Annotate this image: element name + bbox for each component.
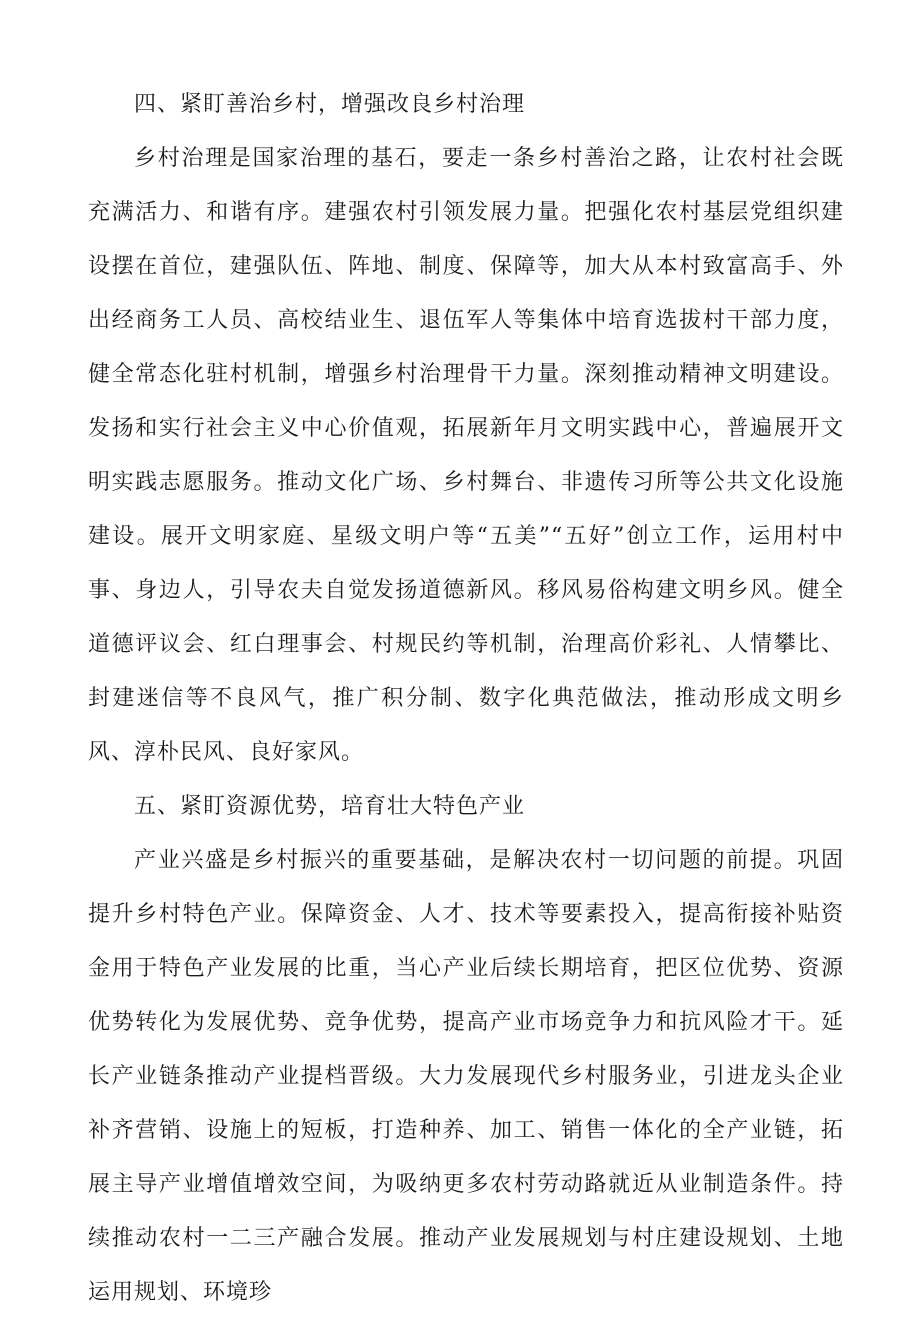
document-page [88,78,844,1320]
section-5-heading: 五、紧盯资源优势，培育壮大特色产业 [134,794,526,819]
section-4-heading: 四、紧盯善治乡村，增强改良乡村治理 [134,92,526,117]
section-5-body: 产业兴盛是乡村振兴的重要基础，是解决农村一切问题的前提。巩固提升乡村特色产业。保障资金、人才、技术等要素投入，提高衔接补贴资金用于特色产业发展的比重，当心产业后续长期培育，把区位优势、资源优势转化为发展优势、竞争优势，提高产业市场竞争力和抗风险才干。延长产业链条推动产业提档晋级。大力发展现代乡村服务业，引进龙头企业补齐营销、设施上的短板，打造种养、加工、销售一体化的全产业链，拓展主导产业增值增效空间，为吸纳更多农村劳动路就近从业制造条件。持续推动农村一二三产融合发展。推动产业发展规划与村庄建设规划、土地运用规划、环境珍 [88,848,844,1305]
section-4-body: 乡村治理是国家治理的基石，要走一条乡村善治之路，让农村社会既充满活力、和谐有序。建强农村引领发展力量。把强化农村基层党组织建设摆在首位，建强队伍、阵地、制度、保障等，加大从本村致富高手、外出经商务工人员、高校结业生、退伍军人等集体中培育选拔村干部力度，健全常态化驻村机制，增强乡村治理骨干力量。深刻推动精神文明建设。发扬和实行社会主义中心价值观，拓展新年月文明实践中心，普遍展开文明实践志愿服务。推动文化广场、乡村舞台、非遗传习所等公共文化设施建设。展开文明家庭、星级文明户等“五美”“五好”创立工作，运用村中事、身边人，引导农夫自觉发扬道德新风。移风易俗构建文明乡风。健全道德评议会、红白理事会、村规民约等机制，治理高价彩礼、人情攀比、封建迷信等不良风气，推广积分制、数字化典范做法，推动形成文明乡风、淳朴民风、良好家风。 [88,146,844,765]
